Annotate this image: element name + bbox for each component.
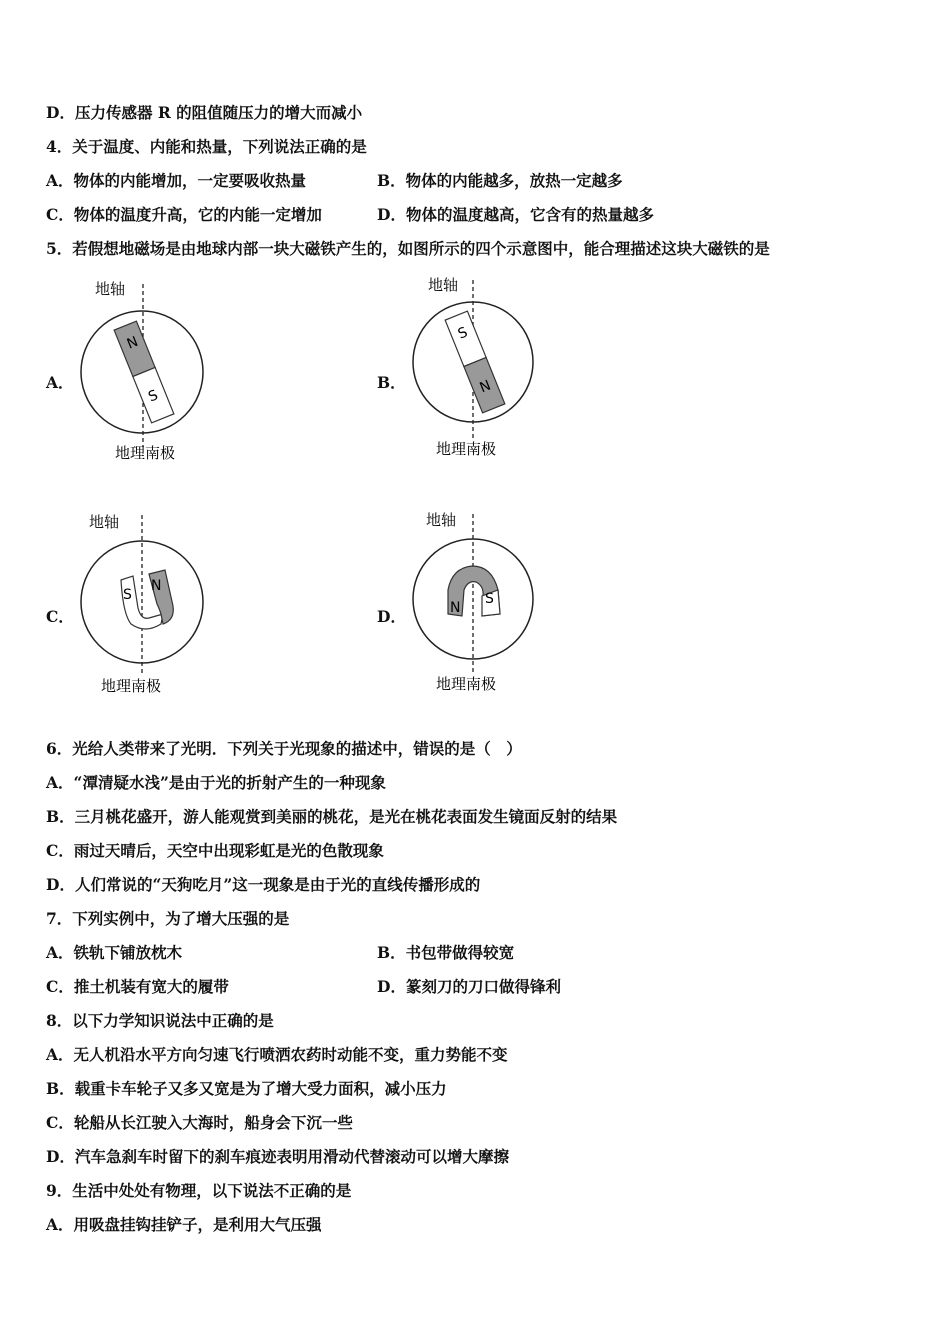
q9-option-a: A．用吸盘挂钩挂铲子，是利用大气压强 (46, 1215, 322, 1234)
axis-label: 地轴 (95, 280, 126, 298)
q7-option-b: B．书包带做得较宽 (377, 943, 515, 962)
q4-option-a: A．物体的内能增加，一定要吸收热量 (46, 171, 307, 190)
q6-option-b: B．三月桃花盛开，游人能观赏到美丽的桃花，是光在桃花表面发生镜面反射的结果 (46, 807, 618, 826)
north-pole-text: N (124, 333, 141, 353)
line-prev-d: D．压力传感器 R 的阻值随压力的增大而减小 (46, 103, 363, 122)
q8-option-d: D．汽车急刹车时留下的刹车痕迹表明用滑动代替滚动可以增大摩擦 (46, 1147, 509, 1166)
figure-d-label: D． (377, 607, 406, 626)
pole-label: 地理南极 (436, 675, 497, 693)
q4-stem: 4．关于温度、内能和热量，下列说法正确的是 (46, 137, 367, 156)
q4-option-b: B．物体的内能越多，放热一定越多 (377, 171, 623, 190)
pole-label: 地理南极 (101, 677, 162, 695)
q8-option-c: C．轮船从长江驶入大海时，船身会下沉一些 (46, 1113, 353, 1132)
south-pole-text: S (455, 324, 470, 343)
north-pole-text: N (477, 377, 494, 397)
q7-option-a: A．铁轨下铺放枕木 (46, 943, 183, 962)
figure-a-label: A． (46, 373, 74, 392)
north-pole-text: N (151, 578, 162, 594)
q6-option-d: D．人们常说的“天狗吃月”这一现象是由于光的直线传播形成的 (46, 875, 481, 894)
q7-option-d: D．篆刻刀的刀口做得锋利 (377, 977, 561, 996)
q4-option-d: D．物体的温度越高，它含有的热量越多 (377, 205, 654, 224)
q6-option-a: A．“潭清疑水浅”是由于光的折射产生的一种现象 (46, 773, 386, 792)
q7-option-c: C．推土机装有宽大的履带 (46, 977, 229, 996)
axis-label: 地轴 (426, 511, 457, 529)
q8-option-b: B．载重卡车轮子又多又宽是为了增大受力面积，减小压力 (46, 1079, 447, 1098)
q7-stem: 7．下列实例中，为了增大压强的是 (46, 909, 290, 928)
pole-label: 地理南极 (436, 440, 497, 458)
q8-stem: 8．以下力学知识说法中正确的是 (46, 1011, 274, 1030)
south-pole-text: S (146, 387, 161, 406)
figure-c (75, 508, 215, 703)
q9-stem: 9．生活中处处有物理，以下说法不正确的是 (46, 1181, 352, 1200)
south-pole-text: S (123, 587, 132, 603)
axis-label: 地轴 (428, 276, 459, 294)
figure-d (408, 506, 548, 701)
south-pole-text: S (485, 591, 494, 607)
q4-option-c: C．物体的温度升高，它的内能一定增加 (46, 205, 322, 224)
axis-label: 地轴 (89, 513, 120, 531)
q6-option-c: C．雨过天晴后，天空中出现彩虹是光的色散现象 (46, 841, 384, 860)
north-pole-text: N (450, 600, 461, 616)
figure-c-label: C． (46, 607, 74, 626)
q5-stem: 5．若假想地磁场是由地球内部一块大磁铁产生的，如图所示的四个示意图中，能合理描述这块大磁铁的是 (46, 239, 770, 258)
figure-b (408, 268, 548, 463)
figure-a (75, 272, 215, 467)
q8-option-a: A．无人机沿水平方向匀速飞行喷洒农药时动能不变，重力势能不变 (46, 1045, 508, 1064)
figure-b-label: B． (377, 373, 406, 392)
q6-stem: 6．光给人类带来了光明．下列关于光现象的描述中，错误的是（ ） (46, 739, 522, 758)
pole-label: 地理南极 (115, 444, 176, 462)
